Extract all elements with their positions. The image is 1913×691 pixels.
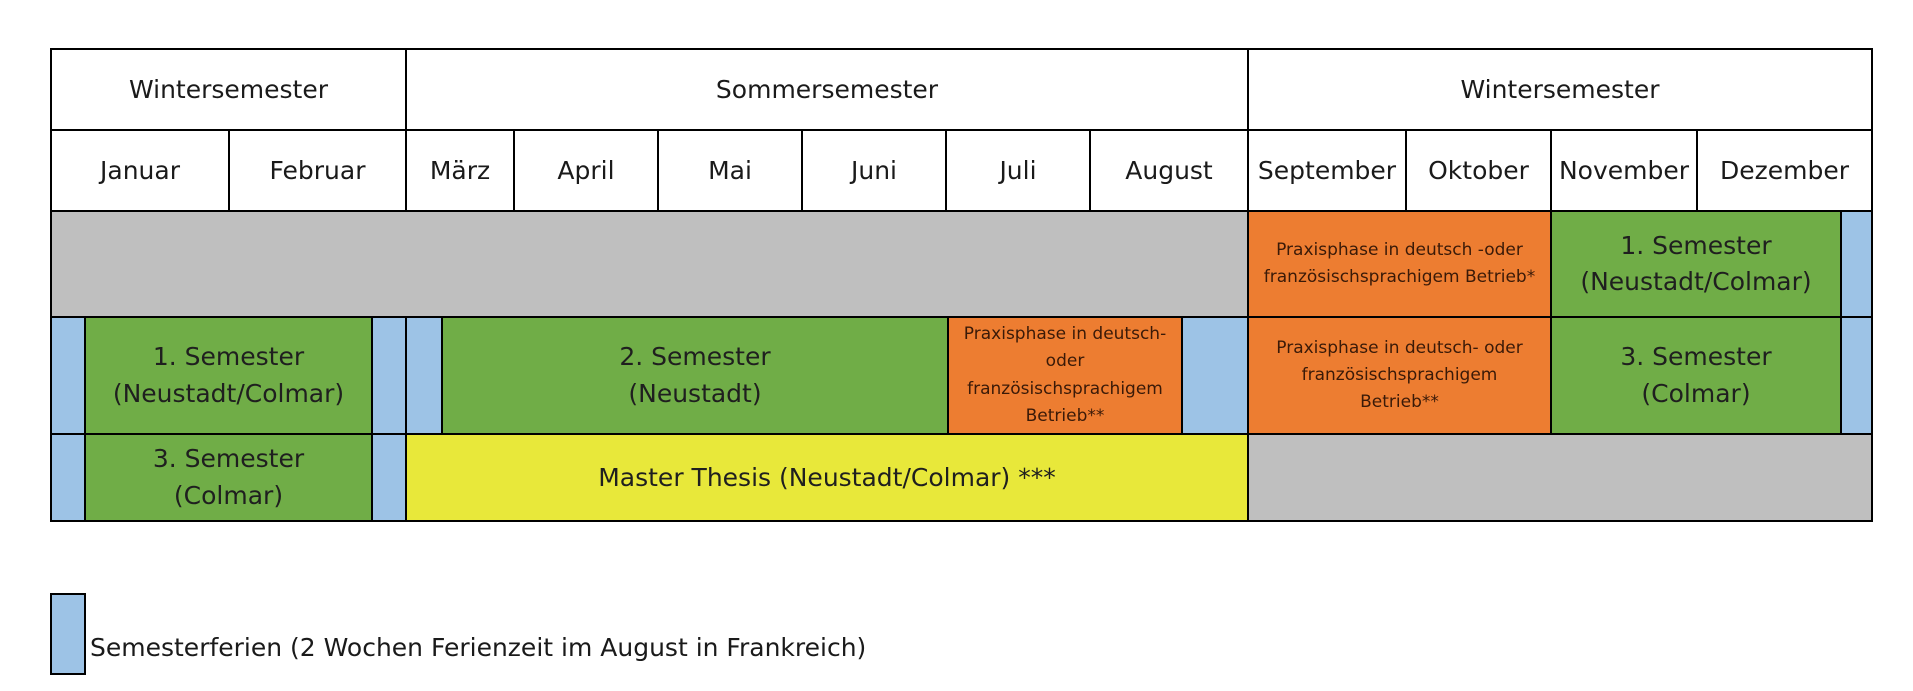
praxis-phase-autumn-row2 [1247, 316, 1552, 435]
month-november [1550, 129, 1698, 212]
empty-period [1247, 433, 1873, 522]
month-label: März [429, 156, 491, 185]
empty-period [50, 210, 1249, 318]
semester-label: 3. Semester (Colmar) [152, 444, 305, 510]
month-august [1089, 129, 1249, 212]
legend-text: Semesterferien (2 Wochen Ferienzeit im August in Frankreich) [90, 633, 867, 662]
legend-swatch-semester-break [50, 593, 86, 675]
semester-break [50, 316, 86, 435]
semester-block-1-winter [1550, 210, 1842, 318]
semester-break [371, 316, 407, 435]
month-label: Dezember [1719, 156, 1850, 185]
month-mai [657, 129, 803, 212]
praxis-label: Praxisphase in deutsch -oder französischsprachigem Betrieb* [1263, 239, 1536, 287]
month-label: Mai [708, 156, 752, 185]
month-label: November [1558, 156, 1690, 185]
semester-block-3-january [84, 433, 373, 522]
month-label: Juni [850, 156, 897, 185]
semester-break [50, 433, 86, 522]
semester-header-winter-left [50, 48, 407, 131]
month-september [1247, 129, 1407, 212]
semester-break [405, 316, 443, 435]
semester-label: 3. Semester (Colmar) [1620, 342, 1772, 408]
master-thesis-block [405, 433, 1249, 522]
semester-block-1-january [84, 316, 373, 435]
semester-break [1840, 210, 1873, 318]
semester-label: 2. Semester (Neustadt) [619, 342, 771, 408]
semester-header-label: Sommersemester [715, 75, 939, 104]
month-februar [228, 129, 407, 212]
praxis-phase-summer [947, 316, 1183, 435]
semester-header-winter-right [1247, 48, 1873, 131]
month-label: September [1257, 156, 1397, 185]
thesis-label: Master Thesis (Neustadt/Colmar) *** [598, 463, 1056, 492]
month-dezember [1696, 129, 1873, 212]
semester-break [371, 433, 407, 522]
month-oktober [1405, 129, 1552, 212]
semester-header-label: Wintersemester [1460, 75, 1660, 104]
month-label: April [557, 156, 615, 185]
praxis-label: Praxisphase in deutsch- oder französischsprachigem Betrieb** [963, 324, 1167, 426]
month-juni [801, 129, 947, 212]
semester-block-2 [441, 316, 949, 435]
semester-header-label: Wintersemester [128, 75, 329, 104]
semester-label: 1. Semester (Neustadt/Colmar) [112, 342, 345, 408]
month-januar [50, 129, 230, 212]
semester-break [1840, 316, 1873, 435]
praxis-label: Praxisphase in deutsch- oder französischsprachigem Betrieb** [1276, 337, 1523, 413]
month-label: Juli [999, 156, 1037, 185]
month-label: August [1125, 156, 1213, 185]
month-label: Oktober [1428, 156, 1529, 185]
praxis-phase-autumn-row1 [1247, 210, 1552, 318]
month-label: Januar [100, 156, 180, 185]
month-label: Februar [269, 156, 366, 185]
semester-label: 1. Semester (Neustadt/Colmar) [1580, 230, 1812, 296]
month-maerz [405, 129, 515, 212]
month-juli [945, 129, 1091, 212]
semester-header-summer [405, 48, 1249, 131]
month-april [513, 129, 659, 212]
semester-break [1181, 316, 1249, 435]
semester-block-3-autumn [1550, 316, 1842, 435]
